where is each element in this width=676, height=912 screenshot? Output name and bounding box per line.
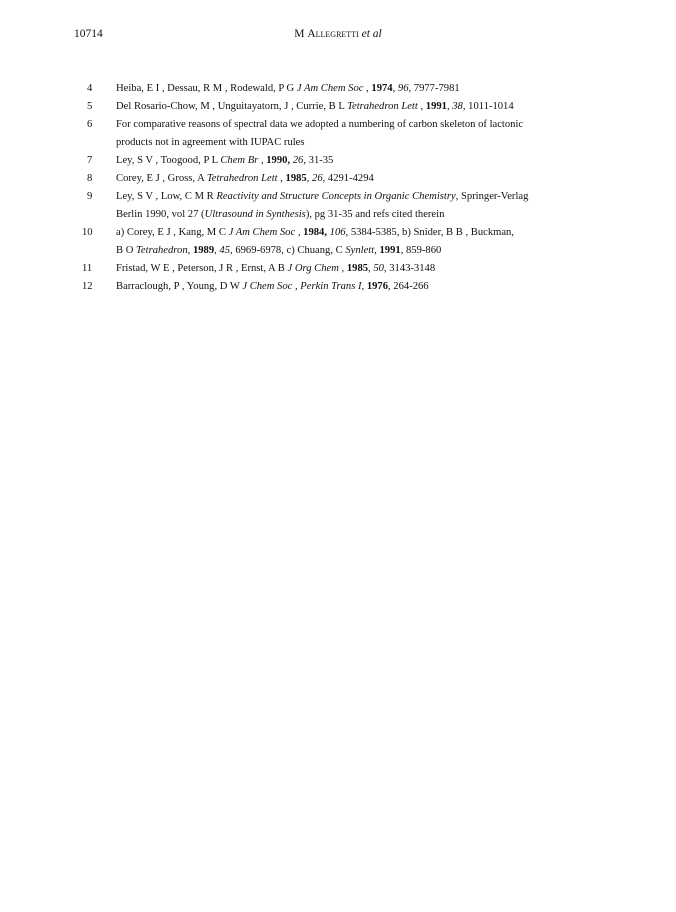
reference-text: J Org Chem [287,263,339,274]
reference-text: ), pg 31-35 and refs cited therein [305,209,445,220]
reference-text: , 31-35 [303,155,334,166]
reference-line [116,278,616,296]
reference-text: 1991 [425,101,447,112]
reference-text: 1985 [285,173,307,184]
reference-text: 1989 [192,245,215,256]
reference-text: 38 [452,101,463,112]
reference-text: Ultrasound in Synthesis [204,209,306,220]
reference-text: products not in agreement with IUPAC rules [116,137,305,148]
reference-text: 26 [312,173,323,184]
reference-number: 10 [82,227,93,238]
reference-number: 12 [82,281,93,292]
running-head-initial: M [294,28,305,40]
reference-item [0,278,676,296]
reference-line [116,170,616,188]
reference-text: 26 [292,155,304,166]
reference-text: Tetrahedron, [136,245,191,256]
reference-number: 9 [87,191,93,202]
reference-text: 50 [373,263,384,274]
reference-text: Ley, S V , Toogood, P L [116,155,221,166]
running-head-suffix: et al [361,28,382,40]
reference-text: Reactivity and Structure Concepts in Organic Chemistry [216,191,456,202]
reference-text: , [417,101,426,112]
reference-text: 1984, [303,227,327,238]
reference-item [0,188,676,224]
reference-number: 8 [87,173,93,184]
reference-item [0,98,676,116]
reference-text: 96 [397,83,409,94]
reference-text: 45 [219,245,231,256]
reference-text: , Springer-Verlag [455,191,529,202]
reference-text: , 1011-1014 [462,101,514,112]
reference-text: , 859-860 [400,245,442,256]
reference-text: , 6969-6978, c) Chuang, C [230,245,346,256]
reference-item [0,152,676,170]
reference-text: Barraclough, P , Young, D W [116,281,243,292]
reference-text: , [392,83,398,94]
reference-text: , 5384-5385, b) Snider, B B , Buckman, [345,227,515,238]
reference-text: , [214,245,220,256]
reference-text: , 7977-7981 [408,83,460,94]
reference-text: , 264-266 [388,281,429,292]
reference-line [116,260,616,278]
reference-line [116,134,616,152]
reference-text: For comparative reasons of spectral data we adopted a numbering of carbon skeleton of lactonic [116,119,524,130]
reference-text: , [363,83,372,94]
reference-list [0,80,676,296]
reference-text: Ley, S V , Low, C M R [116,191,217,202]
reference-text: , [446,101,453,112]
reference-text: , [295,227,304,238]
reference-line [116,242,616,260]
reference-text: 1990, [266,155,291,166]
reference-item [0,116,676,152]
reference-number: 4 [87,83,93,94]
reference-text: , [361,281,367,292]
reference-text: , [368,263,374,274]
reference-text: J Am Chem Soc [228,227,296,238]
reference-number: 5 [87,101,93,112]
reference-text: B O [116,245,137,256]
reference-text: , 4291-4294 [322,173,374,184]
reference-text: 1991 [379,245,401,256]
reference-text: , [277,173,286,184]
reference-line [116,224,616,242]
reference-text: 1974 [371,83,393,94]
reference-text: 106 [329,227,346,238]
reference-line [116,206,616,224]
reference-text: Synlett, [345,245,377,256]
reference-text: a) Corey, E J , Kang, M C [116,227,229,238]
reference-text: Tetrahedron Lett [206,173,278,184]
reference-line [116,188,616,206]
reference-text: Chem Br [220,155,259,166]
running-head-surname: Allegretti [307,28,359,40]
reference-text: , 3143-3148 [383,263,436,274]
reference-text: J Am Chem Soc [296,83,364,94]
reference-number: 6 [87,119,93,130]
reference-text: Fristad, W E , Peterson, J R , Ernst, A B [116,263,288,274]
running-head [0,28,676,40]
reference-text: Heiba, E I , Dessau, R M , Rodewald, P G [116,83,297,94]
reference-text: J Chem Soc , Perkin Trans I [242,281,362,292]
reference-text: Del Rosario-Chow, M , Unguitayatorn, J , Currie, B L [116,101,348,112]
reference-text: , [306,173,313,184]
reference-item [0,170,676,188]
reference-text: , [258,155,267,166]
page-number: 10714 [74,28,103,40]
reference-text: , [338,263,347,274]
reference-text: 1976 [366,281,388,292]
reference-text: Tetrahedron Lett [347,101,418,112]
reference-item [0,260,676,278]
reference-line [116,152,616,170]
reference-text: 1985 [346,263,369,274]
reference-line [116,80,616,98]
reference-item [0,80,676,98]
reference-text: Berlin 1990, vol 27 ( [116,209,205,220]
reference-line [116,98,616,116]
reference-item [0,224,676,260]
reference-number: 11 [82,263,93,274]
reference-text: Corey, E J , Gross, A [116,173,207,184]
reference-line [116,116,616,134]
reference-number: 7 [87,155,93,166]
